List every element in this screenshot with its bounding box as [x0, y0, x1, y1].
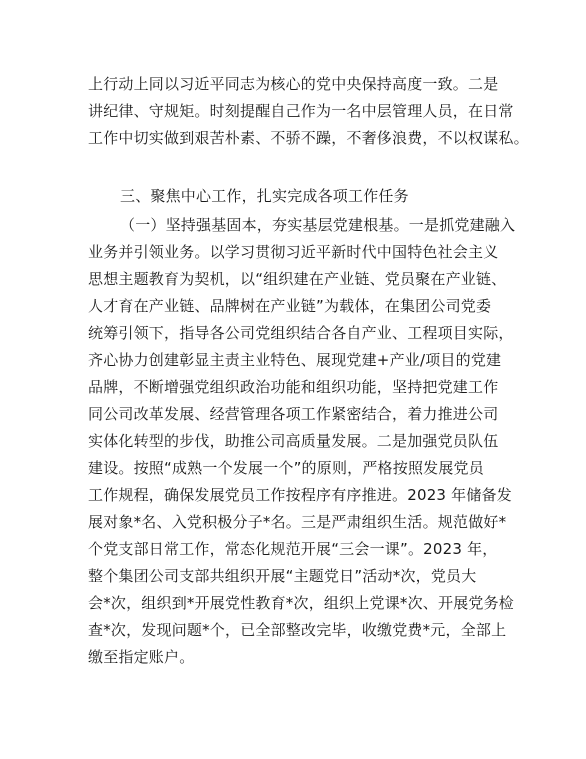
paragraph-line: 上行动上同以习近平同志为核心的党中央保持高度一致。二是 — [88, 75, 499, 93]
paragraph-line: 讲纪律、守规矩。时刻提醒自己作为一名中层管理人员，在日常 — [88, 102, 514, 120]
paragraph-line: 查*次，发现问题*个，已全部整改完毕，收缴党费*元，全部上 — [88, 621, 507, 639]
paragraph-line: 个党支部日常工作，常态化规范开展“三会一课”。2023 年， — [88, 540, 498, 558]
paragraph-line: 建设。按照“成熟一个发展一个”的原则，严格按照发展党员 — [88, 459, 484, 477]
paragraph-line: 展对象*名、入党积极分子*名。三是严肃组织生活。规范做好* — [88, 513, 507, 531]
paragraph-line: 会*次，组织到*开展党性教育*次，组织上党课*次、开展党务检 — [88, 594, 515, 612]
paragraph-line: 思想主题教育为契机，以“组织建在产业链、党员聚在产业链、 — [88, 270, 507, 288]
paragraph-line: （一）坚持强基固本，夯实基层党建根基。一是抓党建融入 — [120, 216, 516, 234]
paragraph-line: 人才育在产业链、品牌树在产业链”为载体，在集团公司党委 — [88, 297, 492, 315]
paragraph-line: 业务并引领业务。以学习贯彻习近平新时代中国特色社会主义 — [88, 243, 499, 261]
section-heading: 三、聚焦中心工作，扎实完成各项工作任务 — [120, 187, 409, 205]
paragraph-line: 齐心协力创建彰显主责主业特色、展现党建+产业/项目的党建 — [88, 351, 502, 369]
paragraph-line: 实体化转型的步伐，助推公司高质量发展。二是加强党员队伍 — [88, 432, 499, 450]
paragraph-line: 统筹引领下，指导各公司党组织结合各自产业、工程项目实际， — [88, 324, 514, 342]
paragraph-line: 缴至指定账户。 — [88, 648, 195, 666]
paragraph-line: 工作中切实做到艰苦朴素、不骄不躁，不奢侈浪费，不以权谋私。 — [88, 129, 529, 147]
paragraph-line: 整个集团公司支部共组织开展“主题党日”活动*次，党员大 — [88, 567, 477, 585]
paragraph-line: 同公司改革发展、经营管理各项工作紧密结合，着力推进公司 — [88, 405, 499, 423]
paragraph-line: 工作规程，确保发展党员工作按程序有序推进。2023 年储备发 — [88, 486, 512, 504]
paragraph-line: 品牌，不断增强党组织政治功能和组织功能，坚持把党建工作 — [88, 378, 499, 396]
